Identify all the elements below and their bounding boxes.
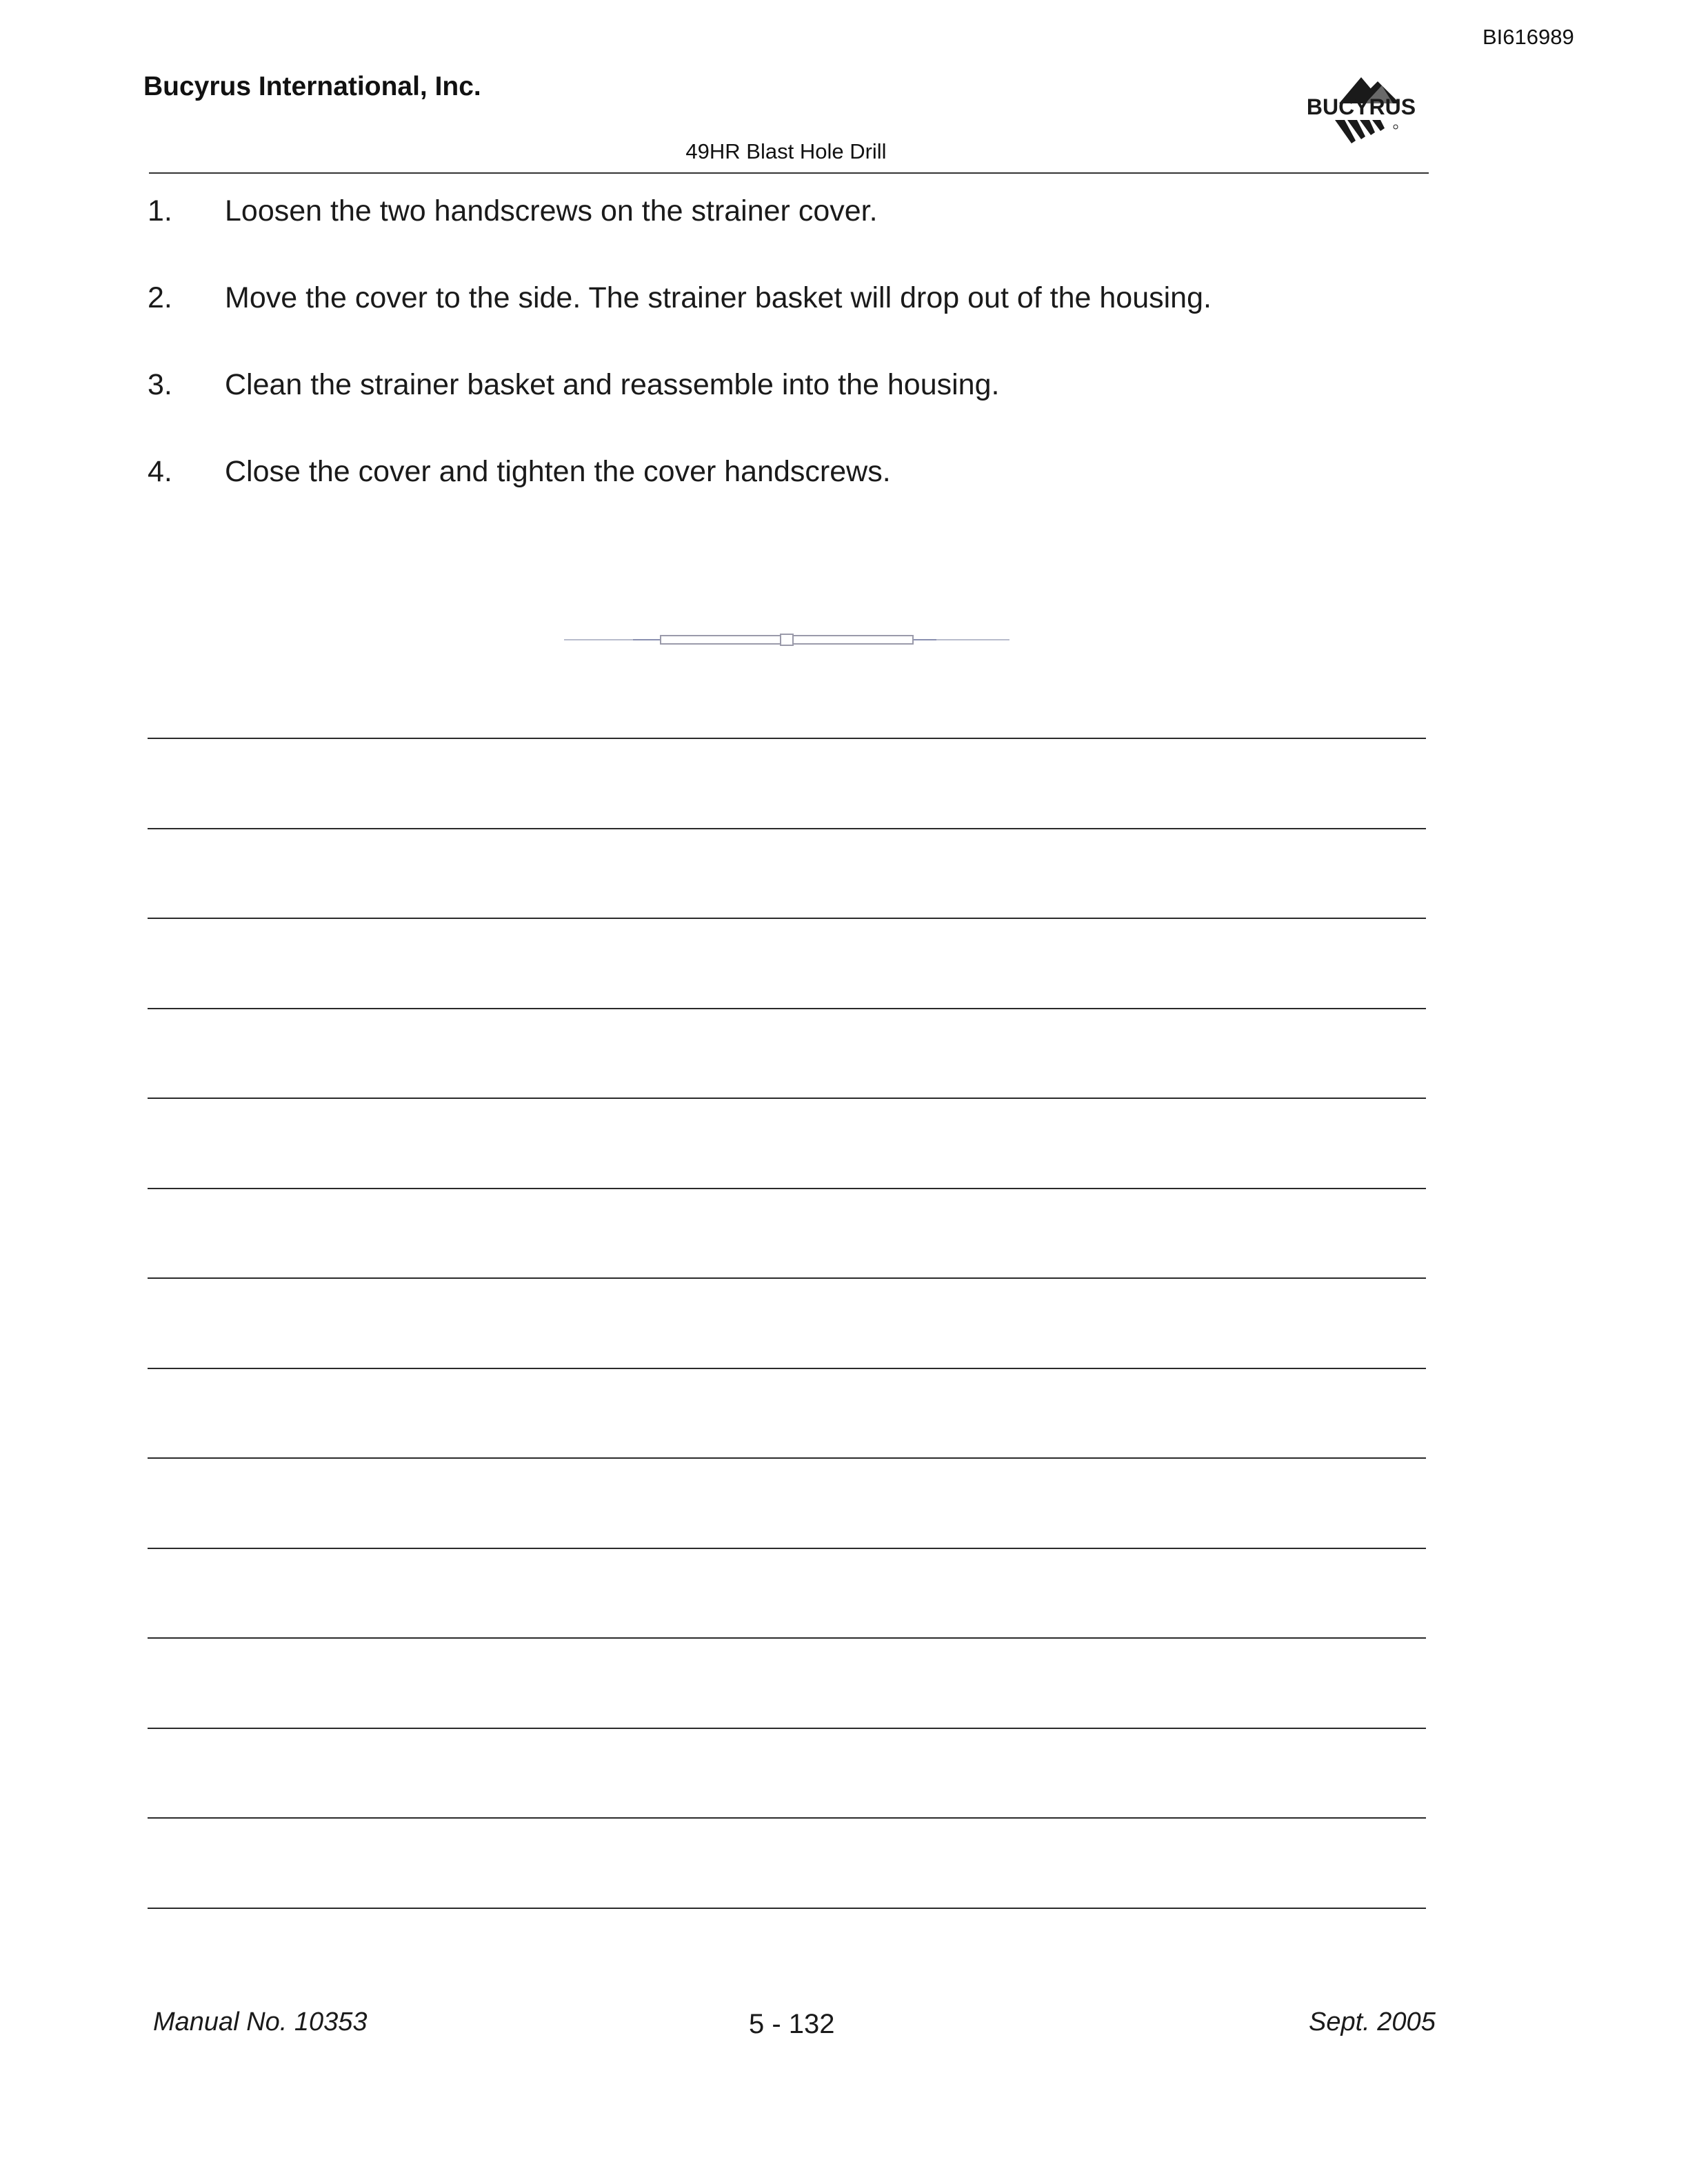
procedure-step: [148, 277, 1430, 364]
notes-area: [148, 738, 1426, 1997]
page-number: 5 - 132: [749, 2009, 835, 2039]
note-line: [148, 1637, 1426, 1639]
note-line: [148, 1188, 1426, 1189]
step-text: Move the cover to the side. The strainer basket will drop out of the housing.: [225, 281, 1212, 314]
step-text: Close the cover and tighten the cover handscrews.: [225, 455, 891, 488]
note-line: [148, 1098, 1426, 1099]
note-line: [148, 1548, 1426, 1549]
procedure-step: [148, 451, 1430, 538]
note-line: [148, 1368, 1426, 1369]
note-line: [148, 1817, 1426, 1819]
step-number: 4.: [148, 455, 172, 488]
note-line: [148, 1457, 1426, 1459]
note-line: [148, 1277, 1426, 1279]
note-line: [148, 1728, 1426, 1729]
note-line: [148, 1908, 1426, 1909]
document-subtitle: 49HR Blast Hole Drill: [685, 139, 887, 163]
note-line: [148, 918, 1426, 919]
header-divider: [149, 172, 1429, 174]
document-id: BI616989: [1483, 25, 1574, 49]
step-number: 1.: [148, 194, 172, 228]
manual-number: Manual No. 10353: [153, 2008, 368, 2036]
step-number: 3.: [148, 368, 172, 401]
note-line: [148, 1008, 1426, 1009]
procedure-step: [148, 364, 1430, 451]
note-line: [148, 738, 1426, 739]
step-text: Loosen the two handscrews on the strainer cover.: [225, 194, 878, 228]
procedure-step: [148, 190, 1430, 277]
note-line: [148, 828, 1426, 829]
logo-text: BUCYRUS: [1306, 94, 1416, 119]
strainer-figure: [564, 629, 1009, 649]
step-number: 2.: [148, 281, 172, 314]
step-text: Clean the strainer basket and reassemble into the housing.: [225, 368, 1000, 401]
procedure-steps: [148, 190, 1430, 538]
company-name: Bucyrus International, Inc.: [143, 72, 481, 101]
publication-date: Sept. 2005: [1309, 2008, 1436, 2036]
